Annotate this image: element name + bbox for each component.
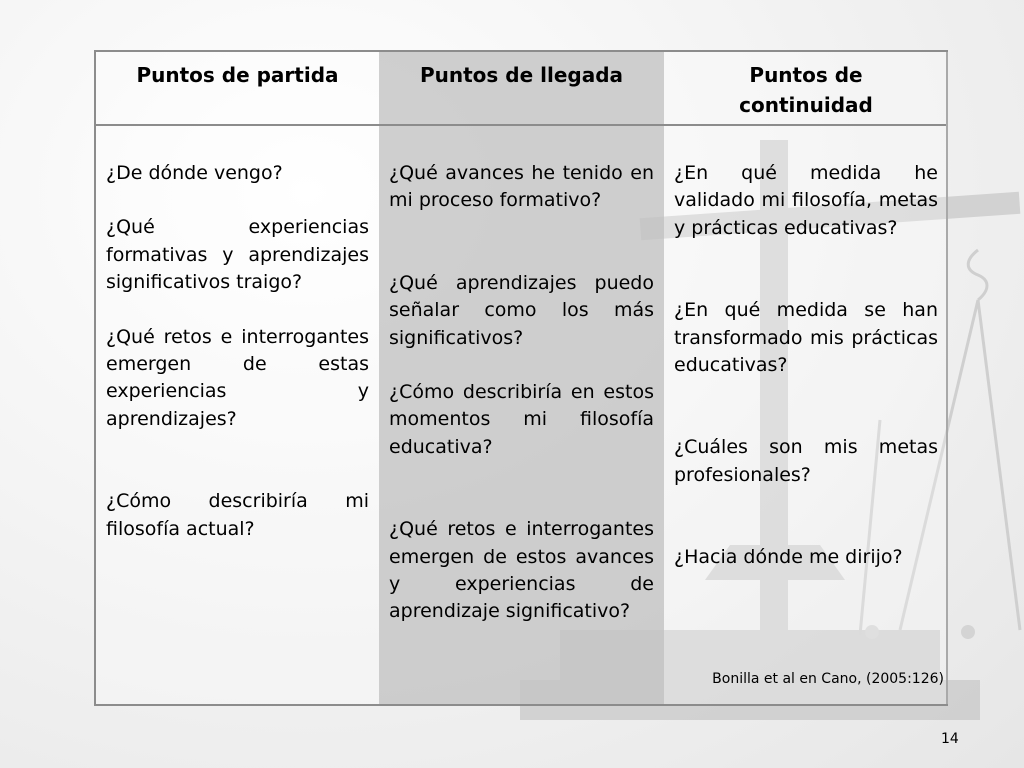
question-text: ¿Cuáles son mis metas profesionales?: [674, 436, 938, 486]
column-header: Puntos de partida: [136, 63, 339, 87]
column-questions: [389, 160, 654, 626]
column-puntos-de-llegada: [379, 52, 664, 704]
question-text: ¿En qué medida se han transformado mis prácticas educativas?: [674, 299, 938, 377]
comparison-table: [94, 50, 948, 706]
question-text: ¿Cómo describiría en estos momentos mi filosofía educativa?: [389, 381, 654, 458]
citation: Bonilla et al en Cano, (2005:126): [712, 671, 944, 687]
question-text: ¿Cómo describiría mi filosofía actual?: [106, 490, 369, 540]
question-text: ¿De dónde vengo?: [106, 162, 283, 184]
question-text: ¿Qué avances he tenido en mi proceso formativo?: [389, 162, 654, 212]
question-text: ¿Qué experiencias formativas y aprendizajes significativos traigo?: [106, 216, 369, 294]
question-text: ¿Qué retos e interrogantes emergen de estos avances y experiencias de aprendizaje significativo?: [389, 518, 654, 623]
column-puntos-de-partida: [96, 52, 379, 704]
question-text: ¿En qué medida he validado mi filosofía, metas y prácticas educativas?: [674, 162, 938, 239]
header-divider: [96, 124, 946, 126]
question-text: ¿Hacia dónde me dirijo?: [674, 546, 903, 569]
column-header: Puntos de continuidad: [739, 63, 873, 117]
page-number: 14: [941, 731, 959, 747]
column-puntos-de-continuidad: [664, 52, 948, 704]
question-text: ¿Qué retos e interrogantes emergen de estas experiencias y aprendizajes?: [106, 325, 369, 430]
column-questions: [106, 160, 369, 543]
column-questions: [674, 160, 938, 572]
question-text: ¿Qué aprendizajes puedo señalar como los más significativos?: [389, 271, 654, 349]
column-header: Puntos de llegada: [419, 63, 624, 87]
